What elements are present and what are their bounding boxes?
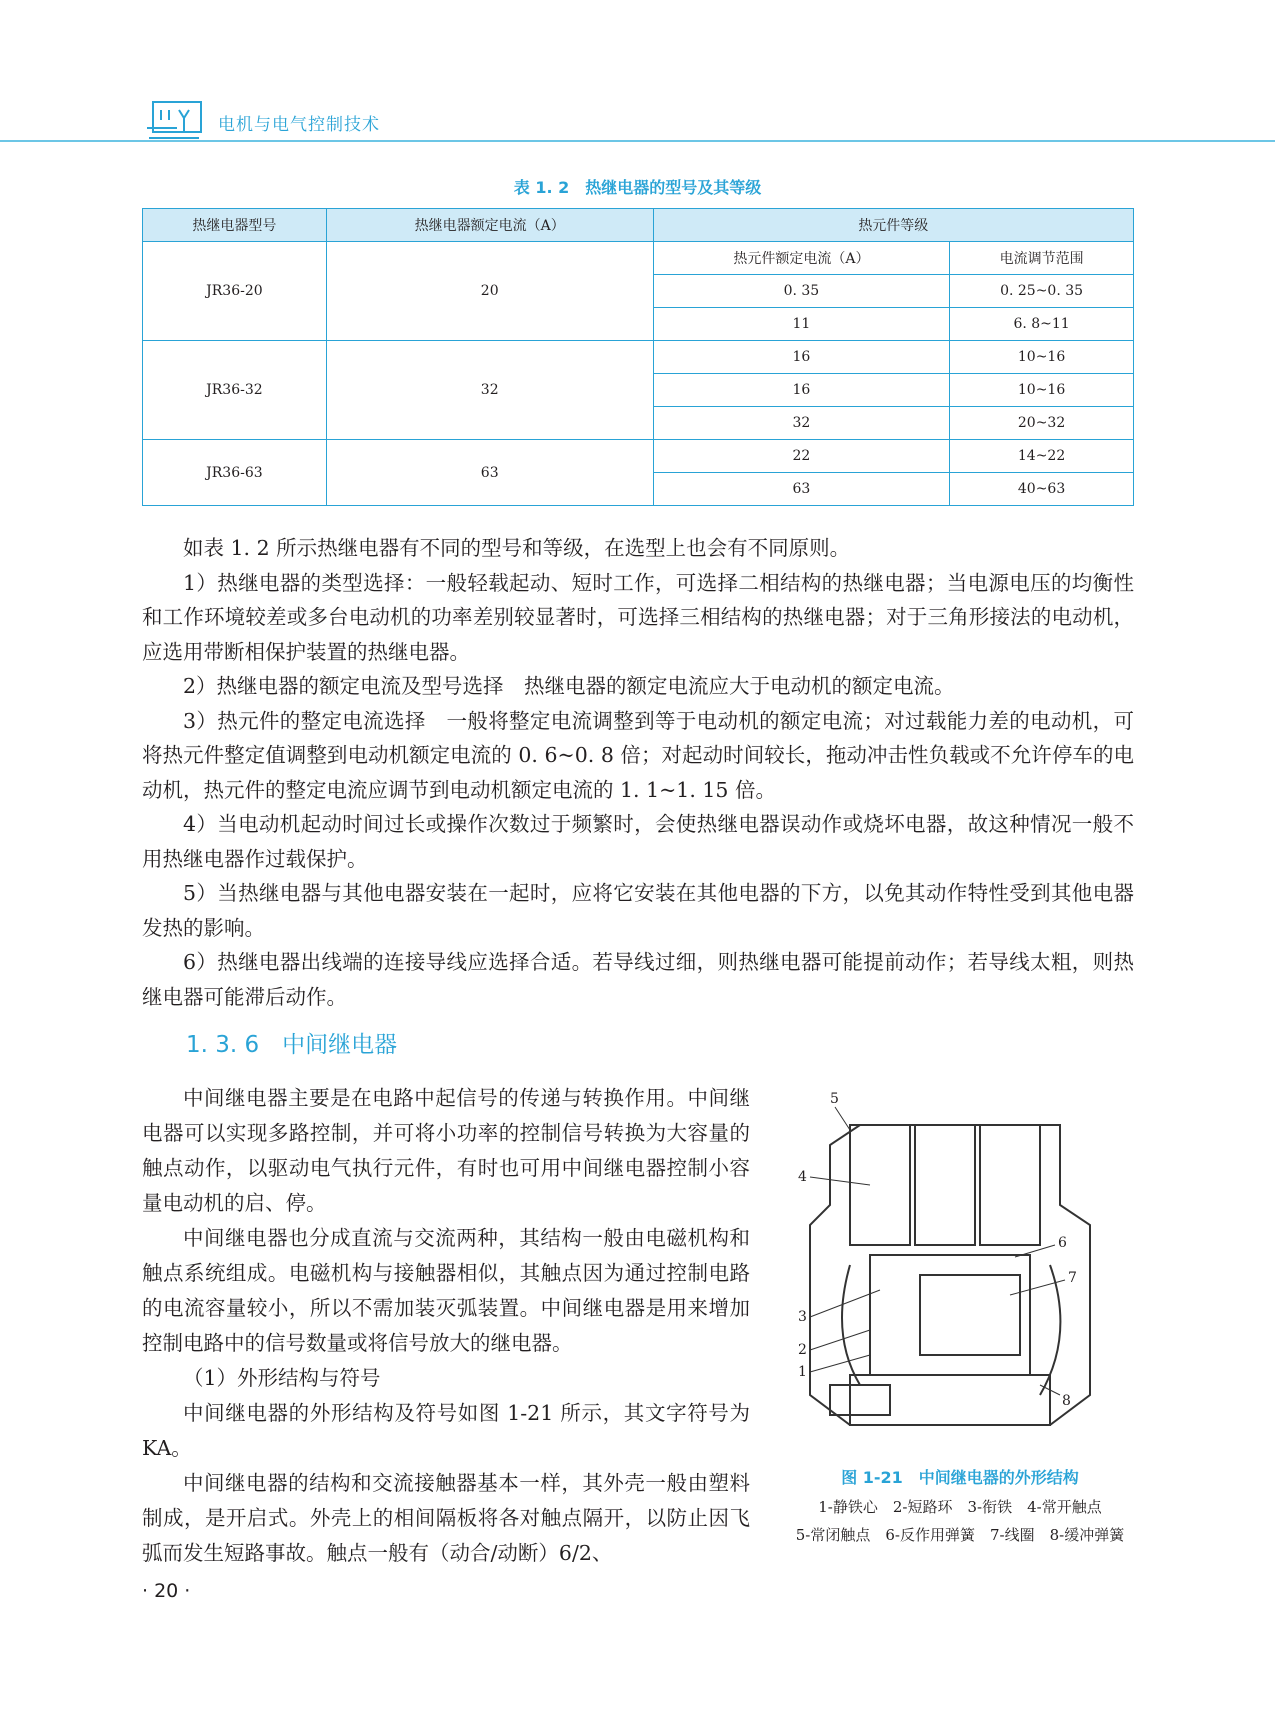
table-row — [143, 341, 1134, 374]
figure-caption: 图 1-21 中间继电器的外形结构 — [841, 1468, 1079, 1487]
paragraph: 4）当电动机起动时间过长或操作次数过于频繁时，会使热继电器误动作或烧坏电器，故这种情况一般不用热继电器作过载保护。 — [142, 812, 1134, 871]
callout-3: 3 — [798, 1309, 807, 1325]
table-row — [143, 242, 1134, 275]
rated-cell: 20 — [326, 242, 653, 341]
header-rule — [0, 140, 1275, 142]
model-cell: JR36-32 — [143, 341, 327, 440]
element-current-cell: 0. 35 — [653, 275, 950, 308]
range-cell: 20~32 — [950, 407, 1134, 440]
body-text — [142, 531, 1134, 1014]
col-header: 热继电器额定电流（A） — [326, 209, 653, 242]
callout-2: 2 — [798, 1342, 807, 1358]
table-caption: 表 1. 2 热继电器的型号及其等级 — [513, 178, 762, 197]
range-cell: 6. 8~11 — [950, 308, 1134, 341]
paragraph: （1）外形结构与符号 — [183, 1366, 381, 1390]
column-text — [142, 1081, 750, 1571]
book-title: 电机与电气控制技术 — [218, 115, 380, 135]
subheader: 热元件额定电流（A） — [653, 242, 950, 275]
model-cell: JR36-63 — [143, 440, 327, 506]
range-cell: 40~63 — [950, 473, 1134, 506]
paragraph: 5）当热继电器与其他电器安装在一起时，应将它安装在其他电器的下方，以免其动作特性受到其他电器发热的影响。 — [142, 881, 1134, 940]
paragraph: 中间继电器的结构和交流接触器基本一样，其外壳一般由塑料制成，是开启式。外壳上的相间隔板将各对触点隔开，以防止因飞弧而发生短路事故。触点一般有（动合/动断）6/2、 — [142, 1471, 750, 1565]
paragraph: 1）热继电器的类型选择：一般轻载起动、短时工作，可选择二相结构的热继电器；当电源电压的均衡性和工作环境较差或多台电动机的功率差别较显著时，可选择三相结构的热继电器；对于三角形接法的电动机，应选用带断相保护装置的热继电器。 — [142, 570, 1134, 664]
paragraph: 6）热继电器出线端的连接导线应选择合适。若导线过细，则热继电器可能提前动作；若导线太粗，则热继电器可能滞后动作。 — [142, 950, 1134, 1009]
table-row — [143, 440, 1134, 473]
section-heading: 1. 3. 6 中间继电器 — [186, 1032, 398, 1058]
element-current-cell: 16 — [653, 341, 950, 374]
book-logo-icon — [145, 100, 205, 142]
model-cell: JR36-20 — [143, 242, 327, 341]
paragraph: 中间继电器的外形结构及符号如图 1-21 所示，其文字符号为 KA。 — [142, 1401, 750, 1460]
col-header: 热元件等级 — [653, 209, 1133, 242]
callout-6: 6 — [1058, 1235, 1067, 1251]
paragraph: 3）热元件的整定电流选择 一般将整定电流调整到等于电动机的额定电流；对过载能力差的电动机，可将热元件整定值调整到电动机额定电流的 0. 6~0. 8 倍；对起动时间较长，拖动冲击性负载或不允许停车的电动机，热元件的整定电流应调节到电动机额定电流的 1. 1~1. 15 倍。 — [142, 708, 1134, 802]
rated-cell: 32 — [326, 341, 653, 440]
element-current-cell: 16 — [653, 374, 950, 407]
figure-legend-1: 1-静铁心 2-短路环 3-衔铁 4-常开触点 — [818, 1498, 1102, 1516]
element-current-cell: 11 — [653, 308, 950, 341]
element-current-cell: 63 — [653, 473, 950, 506]
range-cell: 10~16 — [950, 341, 1134, 374]
callout-4: 4 — [798, 1169, 807, 1185]
callout-8: 8 — [1062, 1393, 1071, 1409]
relay-table — [142, 208, 1134, 506]
subheader: 电流调节范围 — [950, 242, 1134, 275]
page-number: · 20 · — [142, 1580, 191, 1602]
element-current-cell: 22 — [653, 440, 950, 473]
range-cell: 0. 25~0. 35 — [950, 275, 1134, 308]
paragraph: 中间继电器也分成直流与交流两种，其结构一般由电磁机构和触点系统组成。电磁机构与接触器相似，其触点因为通过控制电路的电流容量较小，所以不需加装灭弧装置。中间继电器是用来增加控制电路中的信号数量或将信号放大的继电器。 — [142, 1226, 750, 1355]
figure-legend-2: 5-常闭触点 6-反作用弹簧 7-线圈 8-缓冲弹簧 — [795, 1526, 1125, 1544]
callout-1: 1 — [798, 1364, 807, 1380]
paragraph: 中间继电器主要是在电路中起信号的传递与转换作用。中间继电器可以实现多路控制，并可将小功率的控制信号转换为大容量的触点动作，以驱动电气执行元件，有时也可用中间继电器控制小容量电动机的启、停。 — [142, 1086, 750, 1215]
callout-7: 7 — [1068, 1270, 1077, 1286]
callout-5: 5 — [830, 1091, 839, 1107]
relay-figure — [790, 1085, 1110, 1455]
col-header: 热继电器型号 — [143, 209, 327, 242]
element-current-cell: 32 — [653, 407, 950, 440]
range-cell: 14~22 — [950, 440, 1134, 473]
paragraph: 2）热继电器的额定电流及型号选择 热继电器的额定电流应大于电动机的额定电流。 — [183, 674, 955, 698]
range-cell: 10~16 — [950, 374, 1134, 407]
rated-cell: 63 — [326, 440, 653, 506]
paragraph: 如表 1. 2 所示热继电器有不同的型号和等级，在选型上也会有不同原则。 — [183, 536, 851, 560]
